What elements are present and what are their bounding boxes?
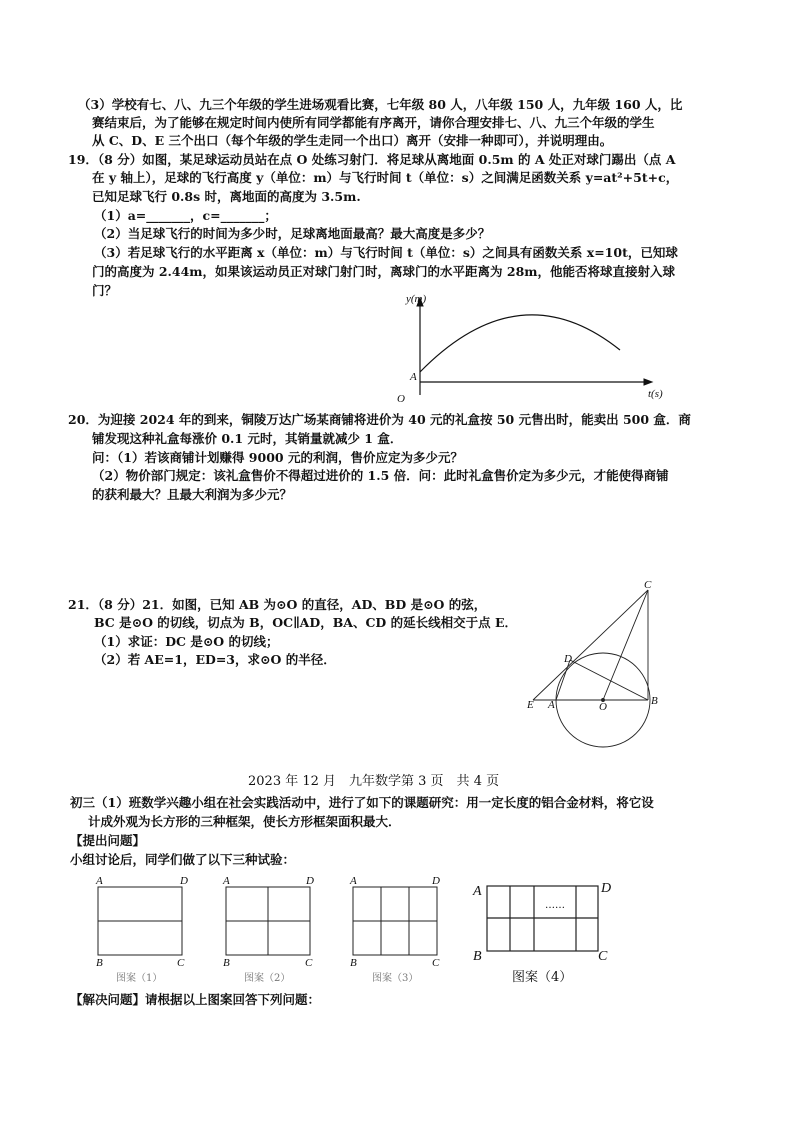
q22-intro-line1: 初三（1）班数学兴趣小组在社会实践活动中，进行了如下的课题研究：用一定长度的铝合金材料，将它设 [70, 795, 654, 810]
svg-text:D: D [180, 875, 188, 887]
caption-1: 图案（1） [116, 973, 163, 984]
svg-text:D: D [601, 881, 612, 896]
svg-text:B: B [473, 949, 482, 964]
q21-line1: 21．（8 分）21．如图，已知 AB 为⊙O 的直径，AD、BD 是⊙O 的弦， [68, 597, 487, 612]
svg-text:A: A [350, 875, 357, 887]
origin-label: O [397, 393, 405, 405]
parabola-curve [420, 315, 620, 372]
svg-text:A: A [96, 875, 103, 887]
q21-part1: （1）求证：DC 是⊙O 的切线； [94, 634, 279, 649]
q20-part2-line2: 的获利最大？且最大利润为多少元？ [92, 487, 293, 502]
q19-line2: 在 y 轴上），足球的飞行高度 y（单位：m）与飞行时间 t（单位：s）之间满足函数关系 y=at²+5t+c， [92, 170, 679, 185]
q18-part3-line3: 从 C、D、E 三个出口（每个年级的学生走同一个出口）离开（安排一种即可），并说明理由。 [92, 133, 613, 148]
q19-line3: 已知足球飞行 0.8s 时，离地面的高度为 3.5m. [92, 189, 361, 204]
q19-part1: （1）a=_______，c=_______； [94, 208, 277, 223]
ellipsis: …… [545, 900, 565, 911]
label-o: O [599, 701, 607, 713]
circle-figure-q21 [533, 590, 650, 747]
x-axis-label: t(s) [648, 388, 663, 400]
section-heading-solve: 【解决问题】请根据以上图案回答下列问题： [70, 992, 321, 1007]
q20-part1: 问：（1）若该商铺计划赚得 9000 元的利润，售价应定为多少元？ [92, 450, 463, 465]
q18-part3-line2: 赛结束后，为了能够在规定时间内使所有同学都能有序离开，请你合理安排七、八、九三个年级的学生 [92, 115, 655, 130]
q21-line2: BC 是⊙O 的切线，切点为 B，OC∥AD，BA、CD 的延长线相交于点 E． [94, 615, 518, 630]
q20-line1: 20．为迎接 2024 年的到来，铜陵万达广场某商铺将进价为 40 元的礼盒按 50 元售出时，能卖出 500 盒．商 [68, 412, 691, 427]
svg-text:C: C [598, 949, 608, 964]
svg-text:C: C [432, 957, 440, 969]
svg-text:B: B [350, 957, 357, 969]
q22-intro-line2: 计成外观为长方形的三种框架，使长方形框架面积最大． [88, 814, 401, 829]
caption-3: 图案（3） [372, 973, 419, 984]
label-b: B [651, 695, 658, 707]
svg-text:B: B [223, 957, 230, 969]
pattern-3 [353, 887, 437, 955]
q20-line2: 铺发现这种礼盒每涨价 0.1 元时，其销量就减少 1 盒． [92, 431, 403, 446]
q18-part3-line1: （3）学校有七、八、九三个年级的学生进场观看比赛，七年级 80 人，八年级 150 人，九年级 160 人，比 [78, 97, 683, 112]
page-footer: 2023 年 12 月 九年数学第 3 页 共 4 页 [248, 774, 500, 789]
q19-part3-line2: 门的高度为 2.44m，如果该运动员正对球门射门时，离球门的水平距离为 28m，他能否将球直接射入球 [92, 264, 675, 279]
q21-part2: （2）若 AE=1，ED=3，求⊙O 的半径． [94, 652, 336, 667]
caption-4: 图案（4） [512, 970, 573, 985]
caption-2: 图案（2） [244, 973, 291, 984]
pattern-2 [226, 887, 310, 955]
section-heading-problem: 【提出问题】 [70, 833, 146, 848]
q19-part2: （2）当足球飞行的时间为多少时，足球离地面最高？最大高度是多少？ [94, 226, 491, 241]
point-a-label: A [410, 371, 417, 383]
label-a: A [548, 699, 555, 711]
svg-text:A: A [223, 875, 230, 887]
label-e: E [527, 699, 534, 711]
y-axis-label: y(m) [406, 293, 427, 305]
label-c: C [644, 579, 652, 591]
q22-trials: 小组讨论后，同学们做了以下三种试验： [70, 852, 296, 867]
svg-text:C: C [177, 957, 185, 969]
pattern-1 [98, 887, 182, 955]
svg-text:A: A [473, 884, 482, 899]
svg-text:C: C [305, 957, 313, 969]
svg-text:D: D [432, 875, 440, 887]
graph-q19 [417, 298, 652, 395]
q19-line1: 19．（8 分）如图，某足球运动员站在点 O 处练习射门．将足球从离地面 0.5m 的 A 处正对球门踢出（点 A [68, 152, 676, 167]
q19-part3-line3: 门？ [92, 283, 118, 298]
svg-text:B: B [96, 957, 103, 969]
q19-part3-line1: （3）若足球飞行的水平距离 x（单位：m）与飞行时间 t（单位：s）之间具有函数关系 x=10t，已知球 [94, 245, 678, 260]
pattern-4 [487, 886, 598, 951]
label-d: D [564, 653, 572, 665]
q20-part2-line1: （2）物价部门规定：该礼盒售价不得超过进价的 1.5 倍．问：此时礼盒售价定为多少元，才能使得商铺 [92, 468, 669, 483]
svg-text:D: D [306, 875, 314, 887]
